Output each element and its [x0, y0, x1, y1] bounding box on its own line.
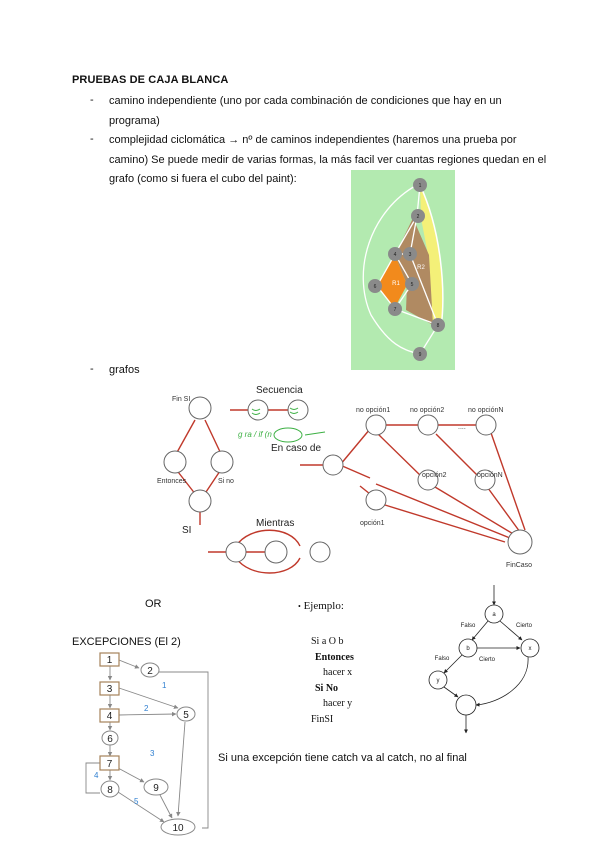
case-node — [476, 415, 496, 435]
bullet-marker: - — [90, 133, 94, 145]
label-en-caso-de: En caso de — [271, 443, 322, 454]
edge-label: Falso — [460, 623, 476, 629]
node-label: 3 — [408, 252, 412, 258]
label-case: opciónN — [477, 472, 503, 479]
label-case: no opción1 — [356, 407, 391, 414]
node-label: 9 — [418, 352, 422, 358]
edge-label: Cierto — [515, 623, 533, 629]
node-label: x — [528, 646, 532, 652]
label-case: no opción2 — [410, 407, 445, 414]
code-line: Si a O b — [311, 636, 344, 647]
grafos-diagram — [157, 380, 540, 580]
if-node-entonces — [164, 451, 186, 473]
node-label: 1 — [418, 183, 422, 189]
or-label: OR — [145, 598, 162, 610]
code-line: FinSI — [311, 713, 334, 725]
node-label: 9 — [153, 783, 159, 794]
ejemplo-heading — [298, 600, 344, 612]
bullet-marker: - — [90, 94, 94, 106]
if-node-start — [189, 490, 211, 512]
node-label: y — [436, 678, 440, 684]
node-label: 2 — [147, 666, 153, 677]
excepciones-note: Si una excepción tiene catch va al catch, no al final — [218, 752, 467, 764]
label-mientras: Mientras — [256, 518, 295, 529]
case-node — [418, 415, 438, 435]
ejemplo-code — [311, 634, 354, 727]
bullet-grafos: grafos — [109, 364, 140, 376]
case-node — [366, 415, 386, 435]
bullet-cyclomatic: complejidad ciclomática → nº de caminos independientes (haremos una prueba por camino) Se puede medir de varias formas, la más facil ver cuantas regiones quedan en el grafo (como si fuera el cubo del paint): — [109, 134, 547, 185]
label-si: SI — [182, 525, 192, 536]
label-case: opción2 — [422, 472, 447, 479]
node-label: 4 — [106, 711, 113, 722]
node-label: a — [492, 612, 496, 618]
code-line: Entonces — [315, 651, 354, 663]
node-label: 5 — [183, 710, 189, 721]
edge-label: Cierto — [478, 657, 496, 663]
label-sino: Si no — [218, 478, 234, 485]
case-node-fin — [508, 530, 532, 554]
bullet-dot: • — [298, 602, 301, 611]
region-number: 4 — [94, 771, 99, 780]
node-label: 6 — [107, 734, 113, 745]
excepciones-title: EXCEPCIONES (El 2) — [72, 636, 181, 648]
code-line: hacer y — [323, 698, 353, 709]
ejemplo-title: Ejemplo: — [303, 600, 344, 612]
if-node-sino — [211, 451, 233, 473]
region-label: R1 — [392, 281, 400, 287]
node-label: 2 — [416, 214, 420, 220]
node-label: b — [466, 646, 470, 652]
node-label: 3 — [106, 684, 113, 695]
node-label: 7 — [393, 307, 397, 313]
label-entonces: Entonces — [157, 478, 187, 485]
bullet-independent-path: camino independiente (uno por cada combinación de condiciones que hay en un programa) — [109, 95, 502, 127]
seq-node — [288, 400, 308, 420]
label-case: opción1 — [360, 520, 385, 527]
node-label: 4 — [393, 252, 397, 258]
example-node-end — [456, 695, 476, 715]
label-case: no opciónN — [468, 407, 504, 414]
section-title: PRUEBAS DE CAJA BLANCA — [72, 74, 229, 86]
node-label: 8 — [107, 785, 113, 796]
node-label: 7 — [106, 759, 113, 770]
label-fincaso: FinCaso — [506, 562, 533, 569]
while-node — [310, 542, 330, 562]
region-number: 5 — [134, 797, 139, 806]
region-graph-image — [351, 170, 455, 370]
label-fin: Fin SI — [172, 396, 191, 403]
region-number: 1 — [162, 681, 167, 690]
label-secuencia: Secuencia — [256, 385, 303, 396]
ejemplo-graph — [420, 585, 560, 755]
node-label: 5 — [410, 282, 414, 288]
node-label: 10 — [172, 823, 184, 834]
case-node-start — [323, 455, 343, 475]
node-label: 1 — [106, 655, 113, 666]
handwritten-note: g ra / if (n — [238, 430, 272, 439]
excepciones-graph — [80, 650, 220, 840]
while-node — [265, 541, 287, 563]
while-node — [226, 542, 246, 562]
bullet-marker: - — [90, 363, 94, 375]
code-line: hacer x — [323, 667, 353, 678]
if-node-fin — [189, 397, 211, 419]
region-label: R2 — [417, 265, 425, 271]
label-dots: .... — [458, 424, 466, 431]
edge-label: Falso — [434, 656, 450, 662]
region-number: 2 — [144, 704, 149, 713]
case-node — [366, 490, 386, 510]
node-label: 8 — [436, 323, 440, 329]
code-line: Si No — [315, 682, 339, 694]
region-number: 3 — [150, 749, 155, 758]
node-label: 6 — [373, 284, 377, 290]
